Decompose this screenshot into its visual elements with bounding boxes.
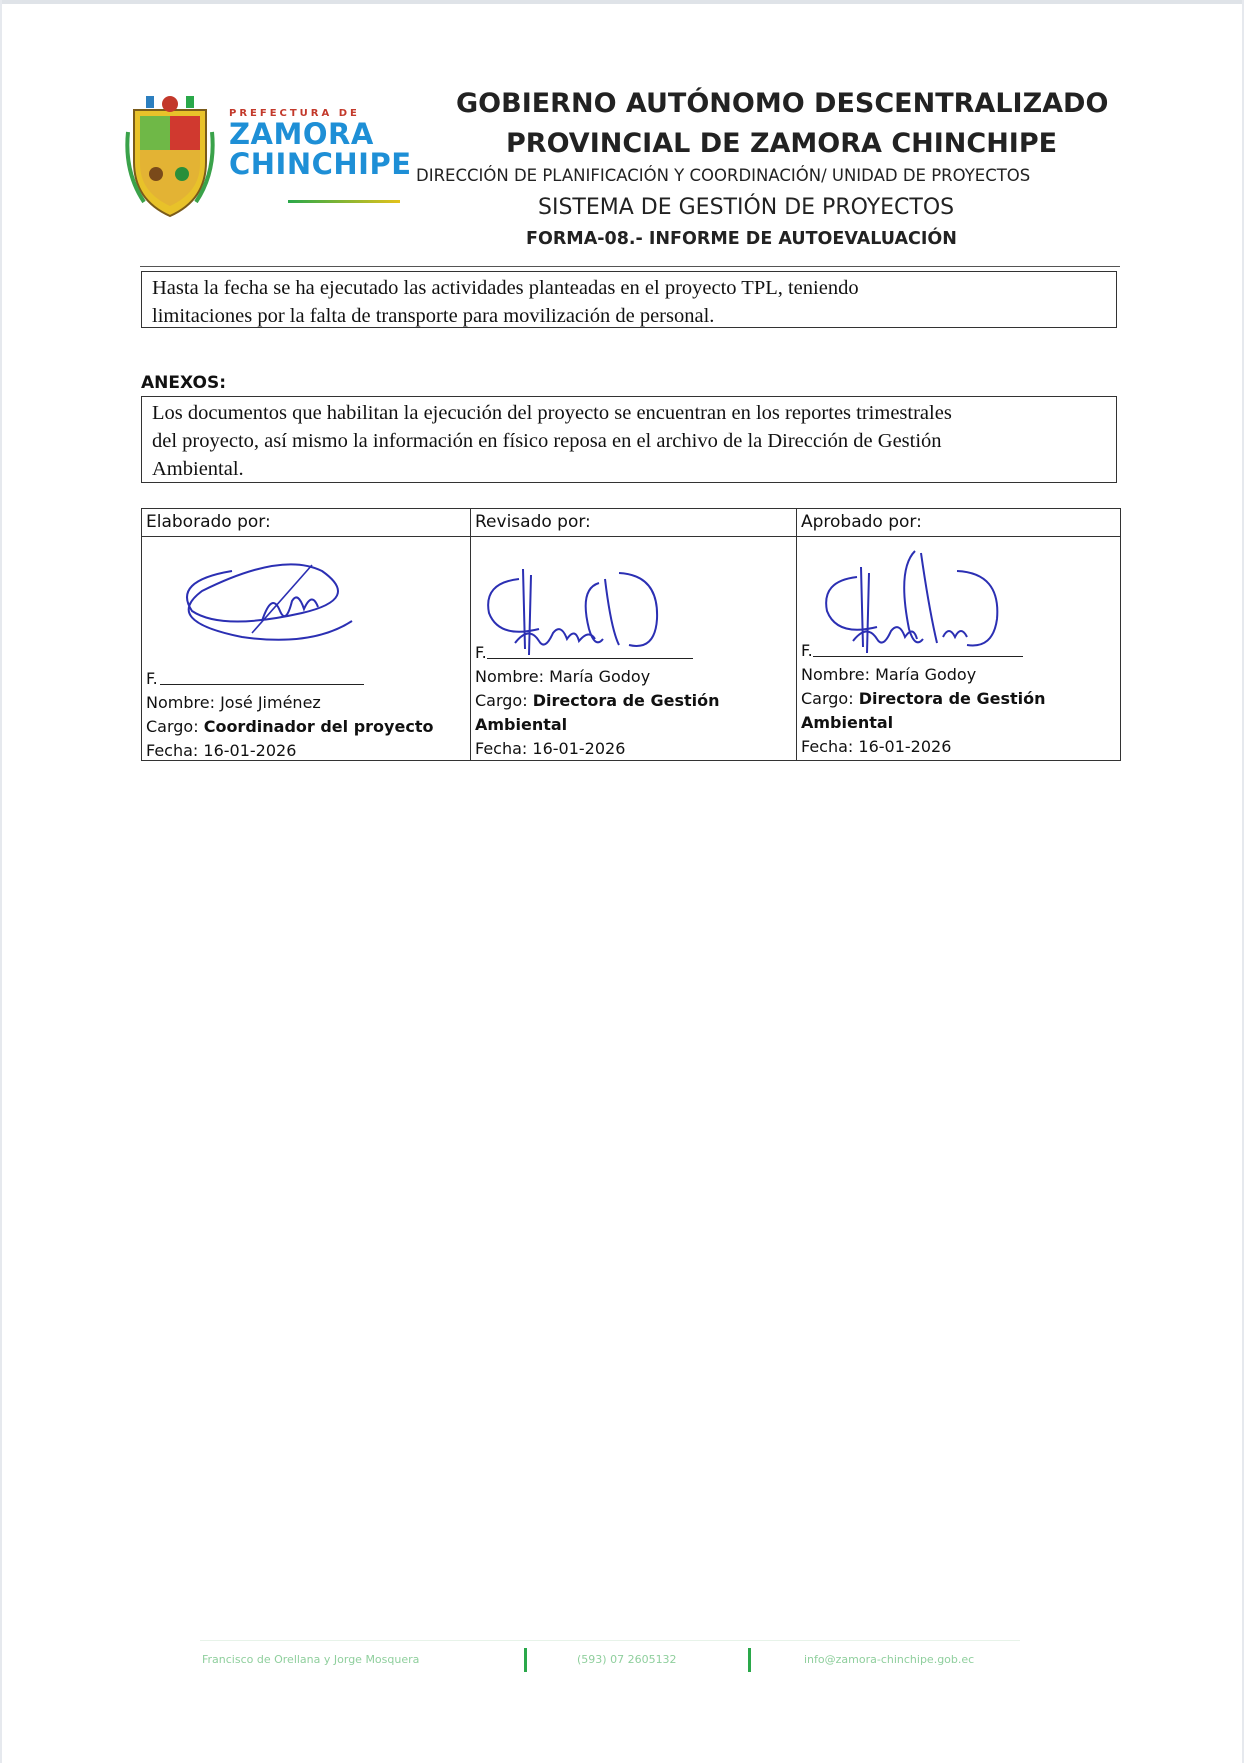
header-subtitle-direccion: DIRECCIÓN DE PLANIFICACIÓN Y COORDINACIÓN/ UNIDAD DE PROYECTOS — [416, 166, 1031, 185]
aprobado-cargo-label: Cargo: — [801, 689, 854, 708]
form-title: FORMA-08.- INFORME DE AUTOEVALUACIÓN — [526, 229, 957, 249]
anexos-line3: Ambiental. — [152, 458, 244, 480]
revisado-nombre-label: Nombre: — [475, 667, 544, 686]
revisado-f-label: F. — [475, 643, 487, 662]
elaborado-signature-line — [160, 684, 364, 685]
header-subtitle-sistema: SISTEMA DE GESTIÓN DE PROYECTOS — [538, 195, 955, 220]
elaborado-fecha-label: Fecha: — [146, 741, 199, 760]
elaborado-cargo-label: Cargo: — [146, 717, 199, 736]
aprobado-fecha-label: Fecha: — [801, 737, 854, 756]
signature-column-elaborado — [142, 509, 470, 760]
revisado-nombre: María Godoy — [549, 667, 651, 686]
aprobado-cargo-line2: Ambiental — [801, 713, 894, 732]
aprobado-nombre: María Godoy — [875, 665, 977, 684]
anexos-line2: del proyecto, así mismo la información en físico reposa en el archivo de la Dirección de Gestión — [152, 430, 942, 452]
revisado-heading: Revisado por: — [471, 509, 796, 537]
anexos-line1: Los documentos que habilitan la ejecución del proyecto se encuentran en los reportes trimestrales — [152, 402, 952, 424]
anexos-box — [141, 396, 1117, 483]
aprobado-info — [801, 663, 1046, 759]
elaborado-f-label: F. — [146, 669, 158, 688]
revisado-cargo-label: Cargo: — [475, 691, 528, 710]
footer-phone: (593) 07 2605132 — [577, 1653, 677, 1666]
signature-column-revisado — [470, 509, 796, 760]
limitations-box — [141, 271, 1117, 328]
elaborado-info — [146, 691, 433, 763]
top-edge — [0, 0, 1244, 4]
revisado-fecha-label: Fecha: — [475, 739, 528, 758]
aprobado-cargo-line1: Directora de Gestión — [858, 689, 1046, 708]
header-title-line2: PROVINCIAL DE ZAMORA CHINCHIPE — [506, 128, 1058, 159]
limitations-line2: limitaciones por la falta de transporte para movilización de personal. — [152, 305, 715, 327]
header-title-line1: GOBIERNO AUTÓNOMO DESCENTRALIZADO — [456, 88, 1109, 119]
signature-column-aprobado — [796, 509, 1120, 760]
footer-divider — [200, 1640, 1020, 1641]
elaborado-fecha: 16-01-2026 — [203, 741, 297, 760]
elaborado-nombre-label: Nombre: — [146, 693, 215, 712]
revisado-signature-line — [487, 658, 693, 659]
signature-jose-jimenez — [162, 551, 372, 661]
revisado-cargo-line2: Ambiental — [475, 715, 568, 734]
logo-wordmark — [229, 108, 412, 181]
logo-underline — [288, 200, 400, 203]
aprobado-signature-line — [813, 656, 1023, 657]
aprobado-fecha: 16-01-2026 — [858, 737, 952, 756]
footer-separator-1 — [524, 1648, 527, 1672]
footer-separator-2 — [748, 1648, 751, 1672]
logo-zamora: ZAMORA — [229, 117, 374, 151]
page-edge-left — [0, 0, 2, 1763]
logo-chinchipe: CHINCHIPE — [229, 147, 412, 181]
footer-address: Francisco de Orellana y Jorge Mosquera — [202, 1653, 420, 1666]
footer-email: info@zamora-chinchipe.gob.ec — [804, 1653, 975, 1666]
revisado-info — [475, 665, 720, 761]
elaborado-heading: Elaborado por: — [142, 509, 470, 537]
aprobado-heading: Aprobado por: — [797, 509, 1120, 537]
limitations-line1: Hasta la fecha se ha ejecutado las actividades planteadas en el proyecto TPL, teniendo — [152, 277, 859, 299]
revisado-cargo-line1: Directora de Gestión — [532, 691, 720, 710]
elaborado-nombre: José Jiménez — [220, 693, 321, 712]
coat-of-arms-logo — [124, 92, 216, 222]
aprobado-nombre-label: Nombre: — [801, 665, 870, 684]
signature-maria-godoy-aprobado — [817, 549, 1017, 667]
signature-table — [141, 508, 1121, 761]
signature-maria-godoy-revisado — [479, 569, 679, 669]
header-divider — [140, 266, 1120, 267]
aprobado-f-label: F. — [801, 641, 813, 660]
elaborado-cargo: Coordinador del proyecto — [203, 717, 434, 736]
logo-prefectura: PREFECTURA DE — [229, 108, 360, 119]
revisado-fecha: 16-01-2026 — [532, 739, 626, 758]
anexos-heading: ANEXOS: — [141, 373, 226, 393]
